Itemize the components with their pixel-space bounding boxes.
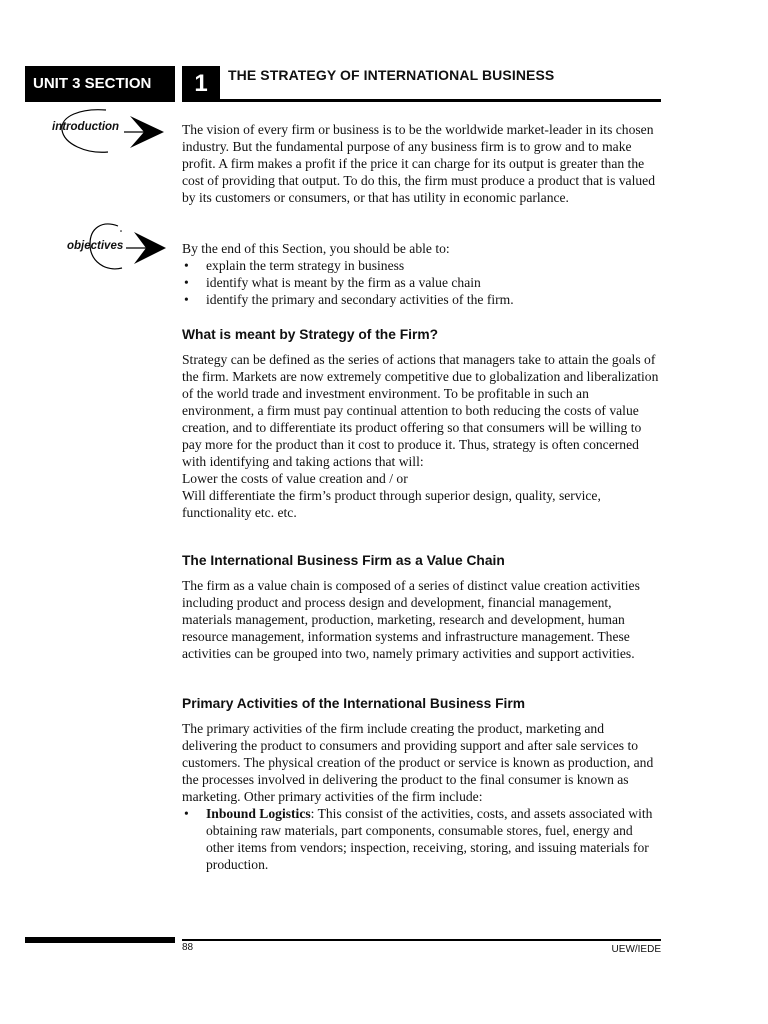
objectives-list [182,257,662,308]
objectives-badge [46,222,170,270]
primary-list [182,805,662,873]
section-heading: Primary Activities of the International Business Firm [182,696,525,711]
list-item [182,805,662,873]
list-item: • identify what is meant by the firm as a value chain [182,274,662,291]
value-chain-text: The firm as a value chain is composed of a series of distinct value creation activities including product and process design and development, financial management, materials management, production, marketing, research and development, human resource management, information systems and infrastructure management. These activities can be grouped into two, namely primary activities and support activities. [182,578,640,661]
list-item: • identify the primary and secondary activities of the firm. [182,291,662,308]
page-title: THE STRATEGY OF INTERNATIONAL BUSINESS [228,67,555,83]
strategy-section [182,351,662,521]
introduction-label: introduction [52,121,120,133]
introduction-badge [46,108,170,156]
introduction-text: The vision of every firm or business is to be the worldwide market-leader in its chosen industry. But the fundamental purpose of any business firm is to grow and to make profit. A firm makes a profit if the price it can charge for its output is greater than the cost of providing that output. To do this, the firm must produce a product that is valued by its customers or consumers, or that has utility in economic parlance. [182,122,655,205]
footer-code: UEW/IEDE [611,944,661,955]
strategy-line-1: Lower the costs of value creation and / or [182,471,408,486]
primary-text: The primary activities of the firm include creating the product, marketing and delivering the product to consumers and providing support and after sale services to customers. The physical creation of the product or service is known as production, and the processes involved in delivering the product to the final consumer is known as marketing. Other primary activities of the firm include: [182,721,654,804]
footer-rule [182,939,661,941]
objectives-lead: By the end of this Section, you should be able to: [182,241,450,256]
page-number: 88 [182,942,194,953]
footer-bar [25,937,175,943]
list-item-term: Inbound Logistics [206,806,311,821]
title-divider [182,99,661,102]
section-heading: What is meant by Strategy of the Firm? [182,327,439,342]
objectives-label: objectives [67,240,124,252]
introduction-section [182,121,662,206]
unit-label: UNIT 3 SECTION [25,66,175,102]
primary-section [182,720,662,873]
strategy-text: Strategy can be defined as the series of actions that managers take to attain the goals of the firm. Markets are now extremely competitive due to globalization and liberalization of the world trade and investment environment. To be profitable in such an environment, a firm must pay continual attention to both reducing the costs of value creation, and to differentiate its product offering so that consumers will be willing to pay more for the product than it cost to produce it. Thus, strategy is often concerned with identifying and taking actions that will: [182,352,659,469]
section-number: 1 [182,66,220,102]
list-item: • explain the term strategy in business [182,257,662,274]
objectives-section [182,240,662,308]
value-chain-section [182,577,662,662]
list-item-text: : This consist of the activities, costs, and assets associated with obtaining raw materials, part components, consumable stores, fuel, energy and other items from vendors; inspection, receiving, storing, and issuing materials for production. [206,806,653,872]
strategy-line-2: Will differentiate the firm’s product through superior design, quality, service, functionality etc. etc. [182,488,601,520]
section-heading: The International Business Firm as a Value Chain [182,553,505,568]
